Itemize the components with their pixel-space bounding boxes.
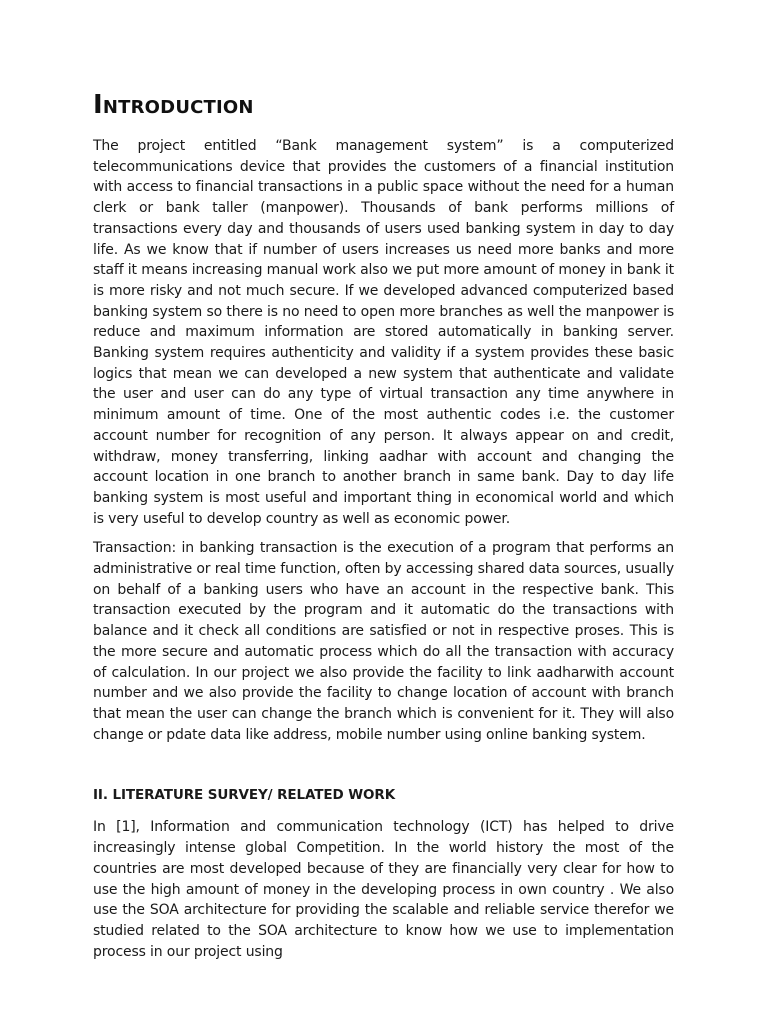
introduction-paragraph-1: The project entitled “Bank management system” is a computerized telecommunications device that provides the customers of a financial institution with access to financial transactions in a public space without the need for a human clerk or bank taller (manpower). Thousands of bank performs millions of transactions every day and thousands of users used banking system in day to day life. As we know that if number of users increases us need more banks and more staff it means increasing manual work also we put more amount of money in bank it is more risky and not much secure. If we developed advanced computerized based banking system so there is no need to open more branches as well the manpower is reduce and maximum information are stored automatically in banking server. Banking system requires authenticity and validity if a system provides these basic logics that mean we can developed a new system that authenticate and validate the user and user can do any type of virtual transaction any time anywhere in minimum amount of time. One of the most authentic codes i.e. the customer account number for recognition of any person. It always appear on and credit, withdraw, money transferring, linking aadhar with account and changing the account location in one branch to another branch in same bank. Day to day life banking system is most useful and important thing in economical world and which is very useful to develop country as well as economic power.: [93, 138, 674, 527]
literature-survey-heading: II. LITERATURE SURVEY/ RELATED WORK: [93, 787, 396, 804]
introduction-heading: Introduction: [93, 90, 254, 120]
introduction-paragraph-2: Transaction: in banking transaction is the execution of a program that performs an administrative or real time function, often by accessing shared data sources, usually on behalf of a banking users who have an account in the respective bank. This transaction executed by the program and it automatic do the transactions with balance and it check all conditions are satisfied or not in respective proses. This is the more secure and automatic process which do all the transaction with accuracy of calculation. In our project we also provide the facility to link aadharwith account number and we also provide the facility to change location of account with branch that mean the user can change the branch which is convenient for it. They will also change or pdate data like address, mobile number using online banking system.: [93, 540, 674, 743]
literature-survey-paragraph-1: In [1], Information and communication technology (ICT) has helped to drive increasingly intense global Competition. In the world history the most of the countries are most developed because of they are financially very clear for how to use the high amount of money in the developing process in own country . We also use the SOA architecture for providing the scalable and reliable service therefor we studied related to the SOA architecture to know how we use to implementation process in our project using: [93, 819, 674, 960]
document-page: [93, 88, 674, 971]
